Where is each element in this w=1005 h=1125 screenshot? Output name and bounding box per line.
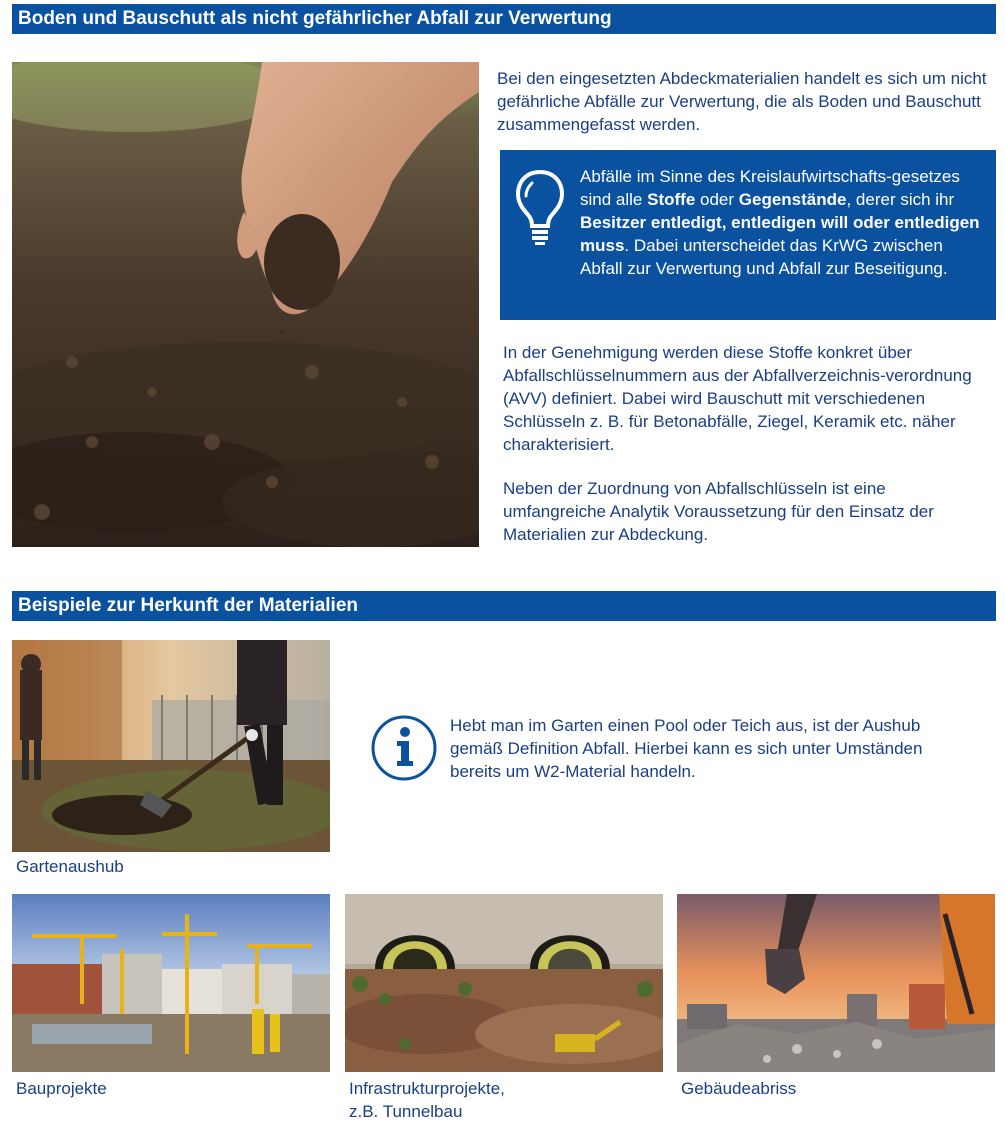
demolition-photo: [677, 894, 995, 1072]
section-heading-examples: Beispiele zur Herkunft der Materialien: [12, 591, 996, 621]
tunnel-construction-photo: [345, 894, 663, 1072]
analytics-paragraph: Neben der Zuordnung von Abfallschlüsseln ist eine umfangreiche Analytik Voraussetzung für den Einsatz der Materialien zur Abdeckung.: [503, 479, 934, 544]
definition-infobox: [500, 150, 996, 320]
caption-infrastructure-line1: Infrastrukturprojekte,: [349, 1079, 505, 1098]
definition-text: Abfälle im Sinne des Kreislaufwirtschafts-gesetzes sind alle Stoffe oder Gegenstände, derer sich ihr Besitzer entledigt, entledigen will oder entledigen muss. Dabei unterscheidet das KrWG zwischen Abfall zur Verwertung und Abfall zur Beseitigung.: [580, 167, 980, 278]
lightbulb-icon: [514, 168, 566, 246]
section-heading-soil-rubble: Boden und Bauschutt als nicht gefährlicher Abfall zur Verwertung: [12, 4, 996, 34]
construction-site-photo: [12, 894, 330, 1072]
approval-paragraph: In der Genehmigung werden diese Stoffe konkret über Abfallschlüsselnummern aus der Abfallverzeichnis-verordnung (AVV) definiert. Dabei wird Bauschutt mit verschiedenen Schlüsseln z. B. für Betonabfälle, Ziegel, Keramik etc. näher charakterisiert.: [503, 343, 972, 454]
caption-garden: Gartenaushub: [16, 857, 124, 876]
intro-paragraph: Bei den eingesetzten Abdeckmaterialien handelt es sich um nicht gefährliche Abfälle zur Verwertung, die als Boden und Bauschutt zusammengefasst werden.: [497, 69, 987, 134]
garden-info-text: Hebt man im Garten einen Pool oder Teich aus, ist der Aushub gemäß Definition Abfall. Hierbei kann es sich unter Umständen bereits um W2-Material handeln.: [450, 716, 923, 781]
caption-demolition: Gebäudeabriss: [681, 1079, 797, 1098]
info-icon: [370, 714, 438, 782]
soil-hand-photo: [12, 62, 479, 547]
caption-infrastructure-line2: z.B. Tunnelbau: [349, 1102, 463, 1121]
garden-dig-photo: [12, 640, 330, 852]
caption-construction: Bauprojekte: [16, 1079, 107, 1098]
